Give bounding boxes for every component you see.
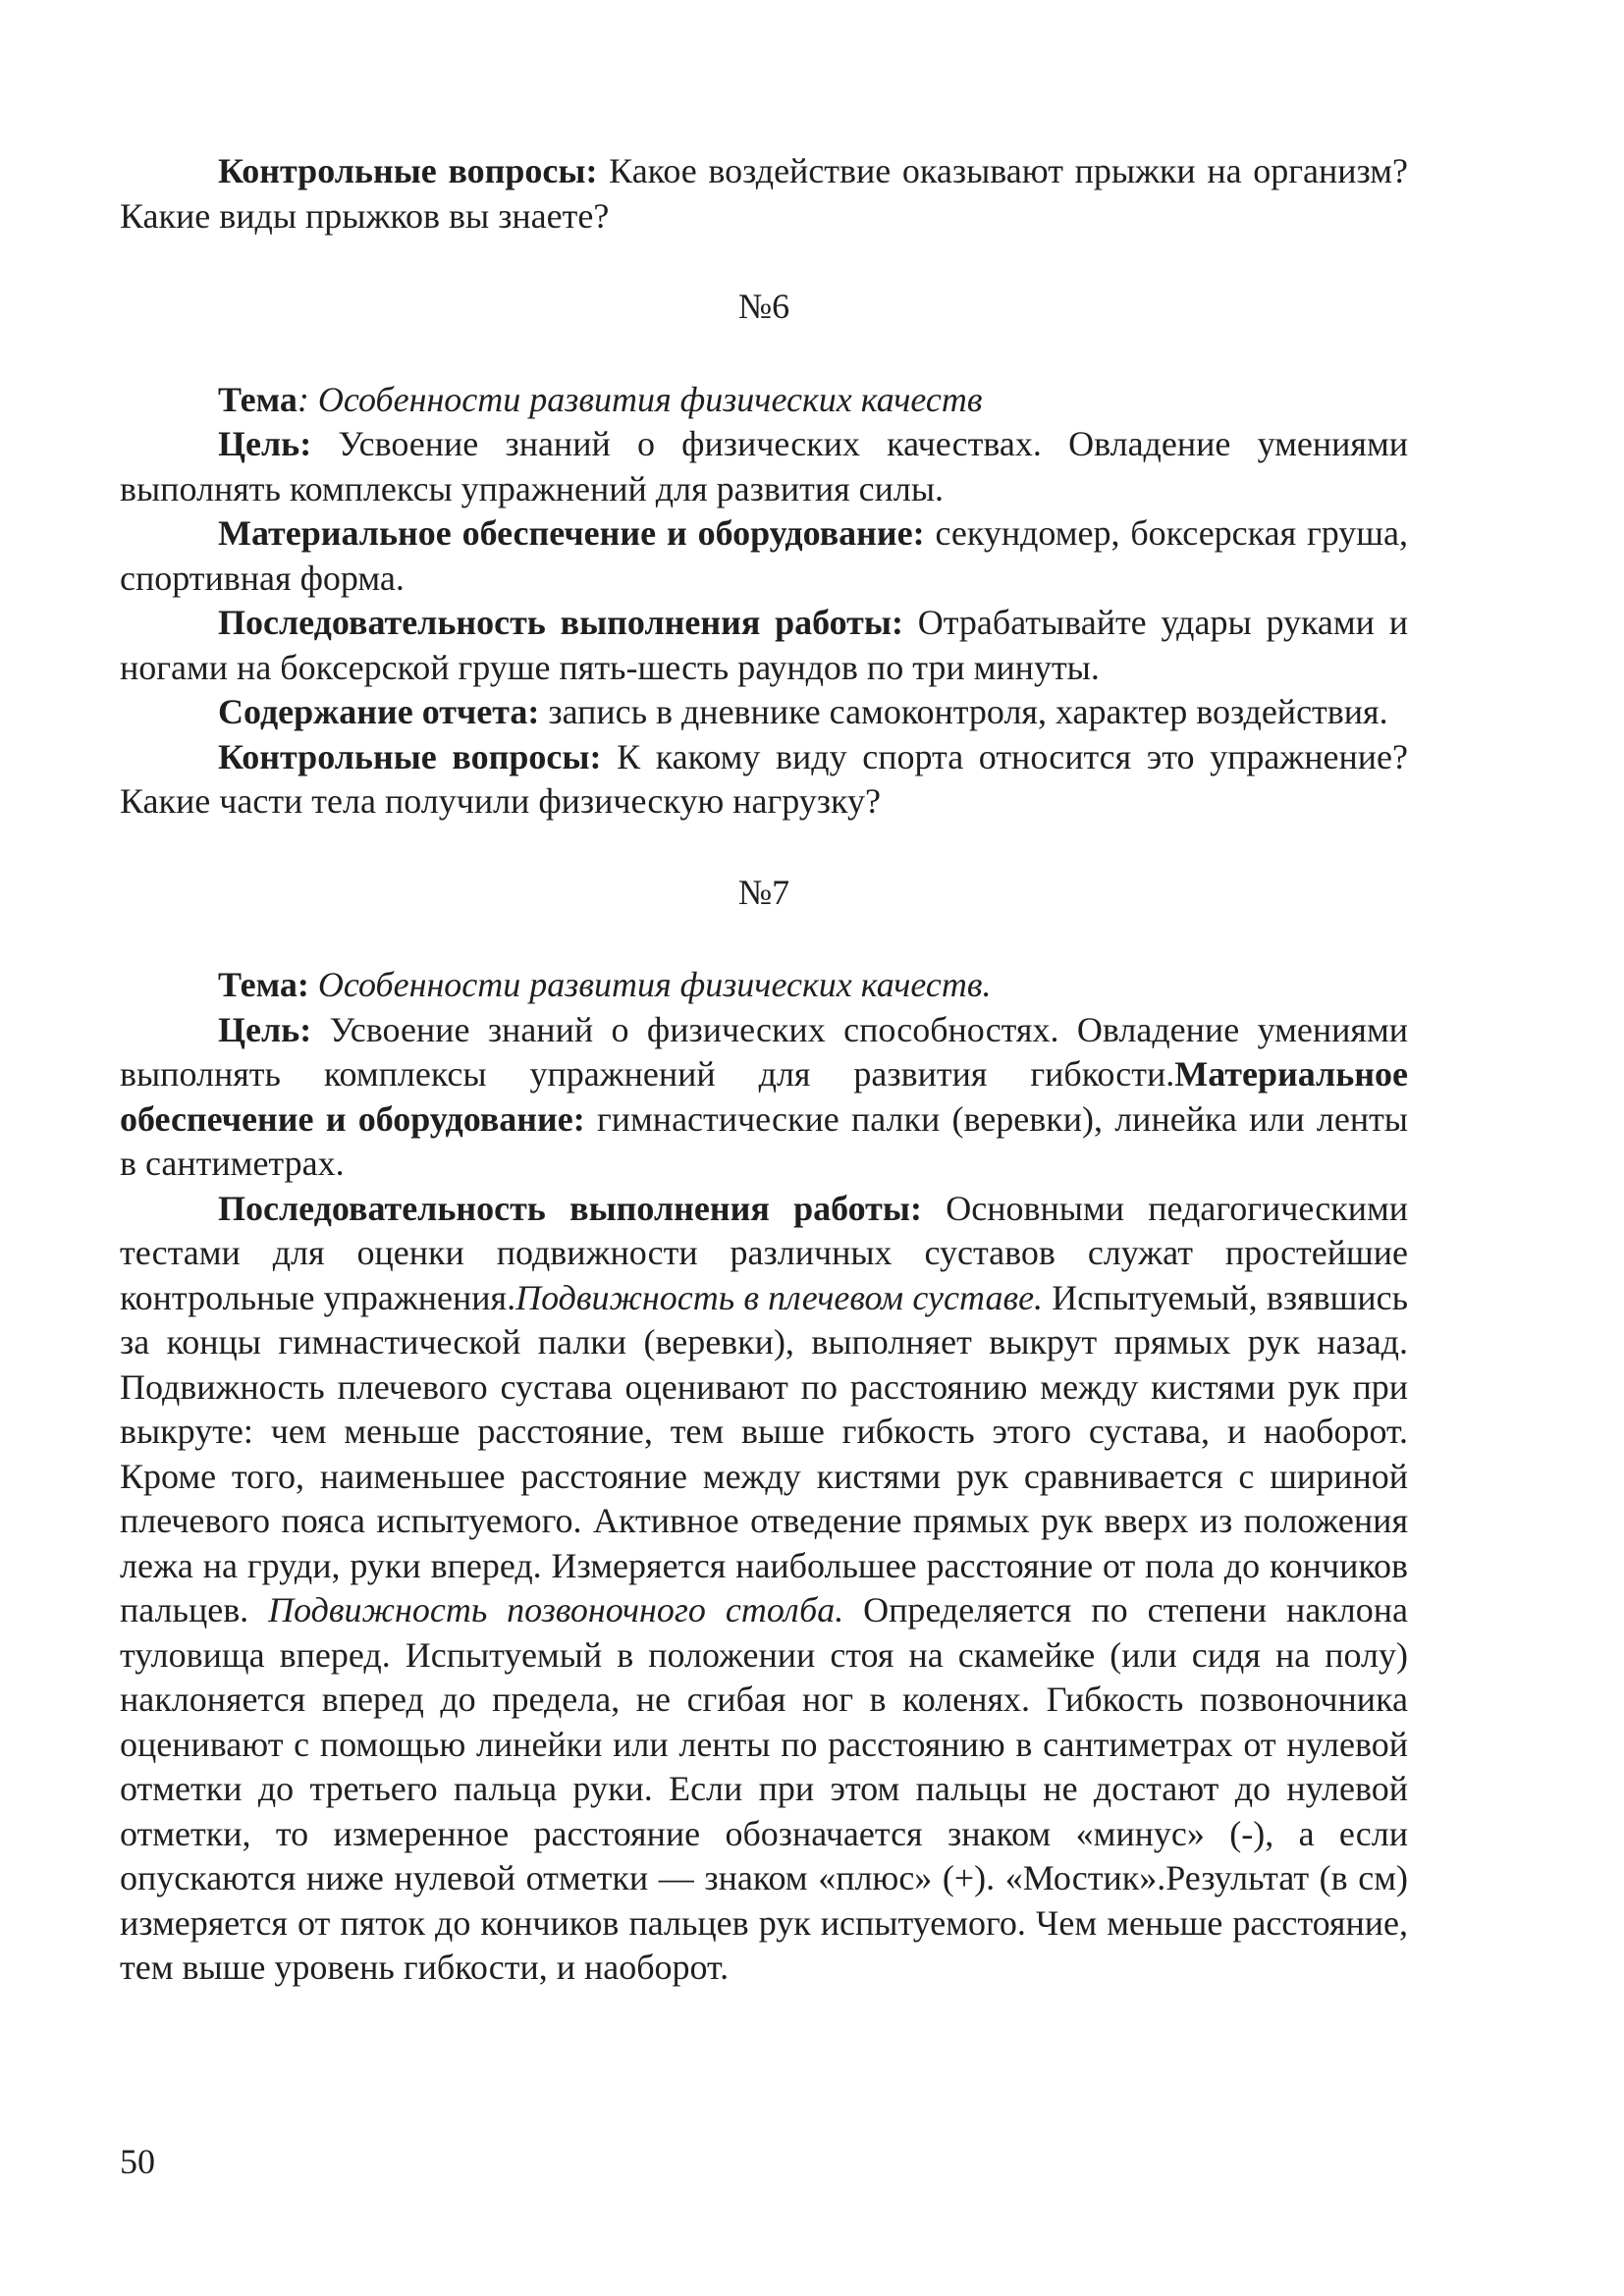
- sequence-text: Основными педагогическими тестами для оценки подвижности различных суставов служат простейшие контрольные упражнения.: [120, 1188, 1409, 1317]
- material-paragraph: [120, 511, 1408, 601]
- questions-label: Контрольные вопросы:: [218, 736, 602, 776]
- sequence-paragraph: [120, 601, 1408, 690]
- sequence-text: Определяется по степени наклона туловища вперед. Испытуемый в положении стоя на скамейке (или сидя на полу) наклоняется вперед до предела, не сгибая ног в коленях. Гибкость позвоночника оценивают с помощью линейки или ленты по расстоянию в сантиметрах от нулевой отметки до третьего пальца руки. Если при этом пальцы не достают до нулевой отметки, то измеренное расстояние обозначается знаком «минус» (-), а если опускаются ниже нулевой отметки — знаком «плюс» (+). «Мостик».Результат (в см) измеряется от пяток до кончиков пальцев рук испытуемого. Чем меньше расстояние, тем выше уровень гибкости, и наоборот.: [120, 1590, 1408, 1987]
- goal-material-paragraph: [120, 1008, 1408, 1187]
- goal-text: Усвоение знаний о физических способностях. Овладение умениями выполнять комплексы упражнений для развития гибкости.: [120, 1009, 1408, 1094]
- control-questions-text: Какое воздействие оказывают прыжки на организм? Какие виды прыжков вы знаете?: [120, 151, 1408, 236]
- material-label: Материальное обеспечение и оборудование:: [120, 1054, 1408, 1139]
- spacer: [120, 915, 1408, 963]
- theme-text: : Особенности развития физических качеств: [297, 379, 983, 419]
- spacer: [120, 239, 1408, 285]
- material-text: секундомер, боксерская груша, спортивная форма.: [120, 513, 1408, 598]
- page-number: 50: [120, 2142, 155, 2181]
- theme-paragraph: [120, 963, 1408, 1008]
- sequence-label: Последовательность выполнения работы:: [218, 1188, 922, 1228]
- sequence-text: Испытуемый, взявшись за концы гимнастической палки (веревки), выполняет выкрут прямых рук назад. Подвижность плечевого сустава оценивают по расстоянию между кистями рук при выкруте: чем меньше расстояние, тем выше гибкость этого сустава, и наоборот. Кроме того, наименьшее расстояние между кистями рук сравнивается с шириной плечевого пояса испытуемого. Активное отведение прямых рук вверх из положения лежа на груди, руки вперед. Измеряется наибольшее расстояние от пола до кончиков пальцев.: [120, 1277, 1409, 1629]
- report-text: запись в дневнике самоконтроля, характер воздействия.: [539, 692, 1388, 731]
- theme-paragraph: [120, 378, 1408, 423]
- theme-label: Тема: [218, 379, 298, 419]
- questions-paragraph: [120, 735, 1408, 825]
- goal-text: Усвоение знаний о физических качествах. Овладение умениями выполнять комплексы упражнений для развития силы.: [120, 424, 1408, 508]
- spacer: [120, 330, 1408, 378]
- work-number-7: №7: [737, 872, 790, 912]
- report-paragraph: [120, 690, 1408, 735]
- page-content: [120, 149, 1408, 1991]
- questions-text: К какому виду спорта относится это упражнение? Какие части тела получили физическую нагрузку?: [120, 736, 1408, 821]
- goal-label: Цель:: [218, 1009, 312, 1049]
- goal-label: Цель:: [218, 424, 312, 463]
- work-number-6: №6: [737, 287, 790, 326]
- goal-paragraph: [120, 422, 1408, 511]
- report-label: Содержание отчета:: [218, 692, 540, 731]
- sequence-italic-shoulder: Подвижность в плечевом суставе.: [515, 1277, 1044, 1317]
- sequence-italic-spine: Подвижность позвоночного столба.: [268, 1590, 844, 1629]
- control-questions-paragraph: [120, 149, 1408, 239]
- theme-label: Тема:: [218, 965, 309, 1004]
- sequence-label: Последовательность выполнения работы:: [218, 603, 903, 642]
- material-text: гимнастические палки (веревки), линейка или ленты в сантиметрах.: [120, 1098, 1408, 1183]
- sequence-text: Отрабатывайте удары руками и ногами на боксерской груше пять-шесть раундов по три минуты.: [120, 603, 1409, 687]
- material-label: Материальное обеспечение и оборудование:: [218, 513, 925, 553]
- sequence-paragraph: [120, 1187, 1408, 1991]
- spacer: [120, 825, 1408, 871]
- control-questions-label: Контрольные вопросы:: [218, 151, 598, 190]
- theme-text: Особенности развития физических качеств.: [308, 965, 992, 1004]
